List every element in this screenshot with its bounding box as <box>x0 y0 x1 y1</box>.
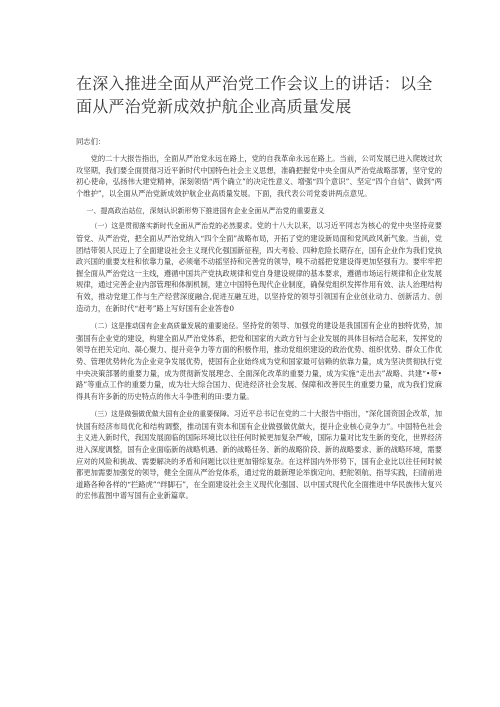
salutation: 同志们： <box>76 137 106 146</box>
subheading-2: （二）这是推动国有企业高质量发展的重要途径。 <box>90 322 243 331</box>
subheading-3: （三）这是做强做优做大国有企业的重要保障。 <box>90 410 234 419</box>
paragraph-2-body: 坚持党的领导、加强党的建设是我国国有企业的独特优势，加强国有企业党的建设，构建全面从严治党体系，把党和国家的大政方针与企业发展的具体目标结合起来，发挥党的领导在把关定向、凝心聚力、提升竞争力等方面的积极作用，推动党组织建设的政治优势、组织优势、群众工作优势、管理优势转化为企业竞争发展优势，使国有企业始终成为党和国家最可信赖的依靠力量，成为坚决贯彻执行党中央决策部署的重要力量，成为贯彻新发展理念、全面深化改革的重要力量，成为实施“走出去”战略、共建“•带•路”等重点工作的重要力量，成为壮大综合国力、促进经济社会发展、保障和改善民生的重要力量，成为我们党麻得具有许多新的历史特点的伟大斗争胜利的田:要力量。 <box>76 321 443 401</box>
subheading-1: （一）这是贯彻落实新时代全面从严治党的必然要求。 <box>90 222 257 231</box>
section-heading-1: 一、提高政治站位，深刻认识新形势下推进国有企业全面从严治党的重要意义 <box>86 207 325 216</box>
paragraph-1-body: 党的十八大以来，以习近平同志为核心的党中央坚持竞要管党、从严治党，把全面从严治党纳入“四个全面”战略布局，开拓了党的建设新局面和党风政风新气象。当前，党团结带领人民迈上了全面建设社会主义现代化强国新征程，四大考验、四种危险长期存在，国有企业作为我们党执政兴国的重要支柱和依靠力量，必须毫不动摇坚持和完善党的领导，嗅不动摇把党建设得更加坚强有力。要牢牢把握全面从严治党这一主线，遵循中国共产党执政规律和党自身建设规律的基本要求，遵循市场运行规律和企业发展规律，通过完善企业内部管理和体制机制，建立中国特色现代企业制度，确保党组织发挥作用有效、法人治理结构有效，推动党建工作与生产经营深度融合,促进互融互进，以坚持党的领导引领国有企业创业动力、创新活力、创造动力，在新时代“赶考”路上写好国有企业答卷0 <box>76 221 443 313</box>
intro-paragraph: 党的二十大报告指出，全面从严治党永远在路上，党的自我革命永远在路上。当前，公司发展已进入爬坡过坎攻坚期，我们要全面贯彻习近平新时代中国特色社会主义思想，准确把握党中央全面从严治党战略部署，坚守党的初心使命，弘扬伟大建党精神，深刻领悟“两个确立”的决定性意义、增强“四个意识”、坚定“四个自信”、做到“两个维护”，以全面从严治党新成效护航企业高质量发展。下面，我代表公司党委讲两点意见。 <box>76 154 442 198</box>
paragraph-3-body: 习近平总书记在党的二十大报告中指出，“深化国资国企改革，加快国有经济布局优化和结构调整，推动国有资本和国有企业做强做优做大，提升企业核心竞争力”。中国特色社会主义进入新时代，我国发展面临的国际环境比以往任何时候更加复杂严峻，国际力量对比发生新的变化，世界经济进入深度调整，国有企业面临新的战略机遇、新的战略任务、新的战略阶段、新的战略要求、新的战略环境，需要应对的风险和挑战、需要解决的矛盾和问题比以往更加错综复杂。在这样国内外形势下，国有企业比以往任何时候都更加需要加强党的领导，健全全面从严治党体系，通过党的最新理论举旗定向、把舵领航、指导实践，扫清前进道路各种各样的“拦路虎”“绊脚石”，在全面建设社会主义现代化强国、以中国式现代化全面推进中华民族伟大复兴的宏伟蓝图中谱写国有企业新篇章。 <box>76 409 443 501</box>
page-title: 在深入推进全面从严治党工作会议上的讲话：以全面从严治党新成效护航企业高质量发展 <box>76 74 433 116</box>
paragraph-1 <box>76 220 442 314</box>
paragraph-3 <box>76 408 442 502</box>
paragraph-2 <box>76 320 442 402</box>
